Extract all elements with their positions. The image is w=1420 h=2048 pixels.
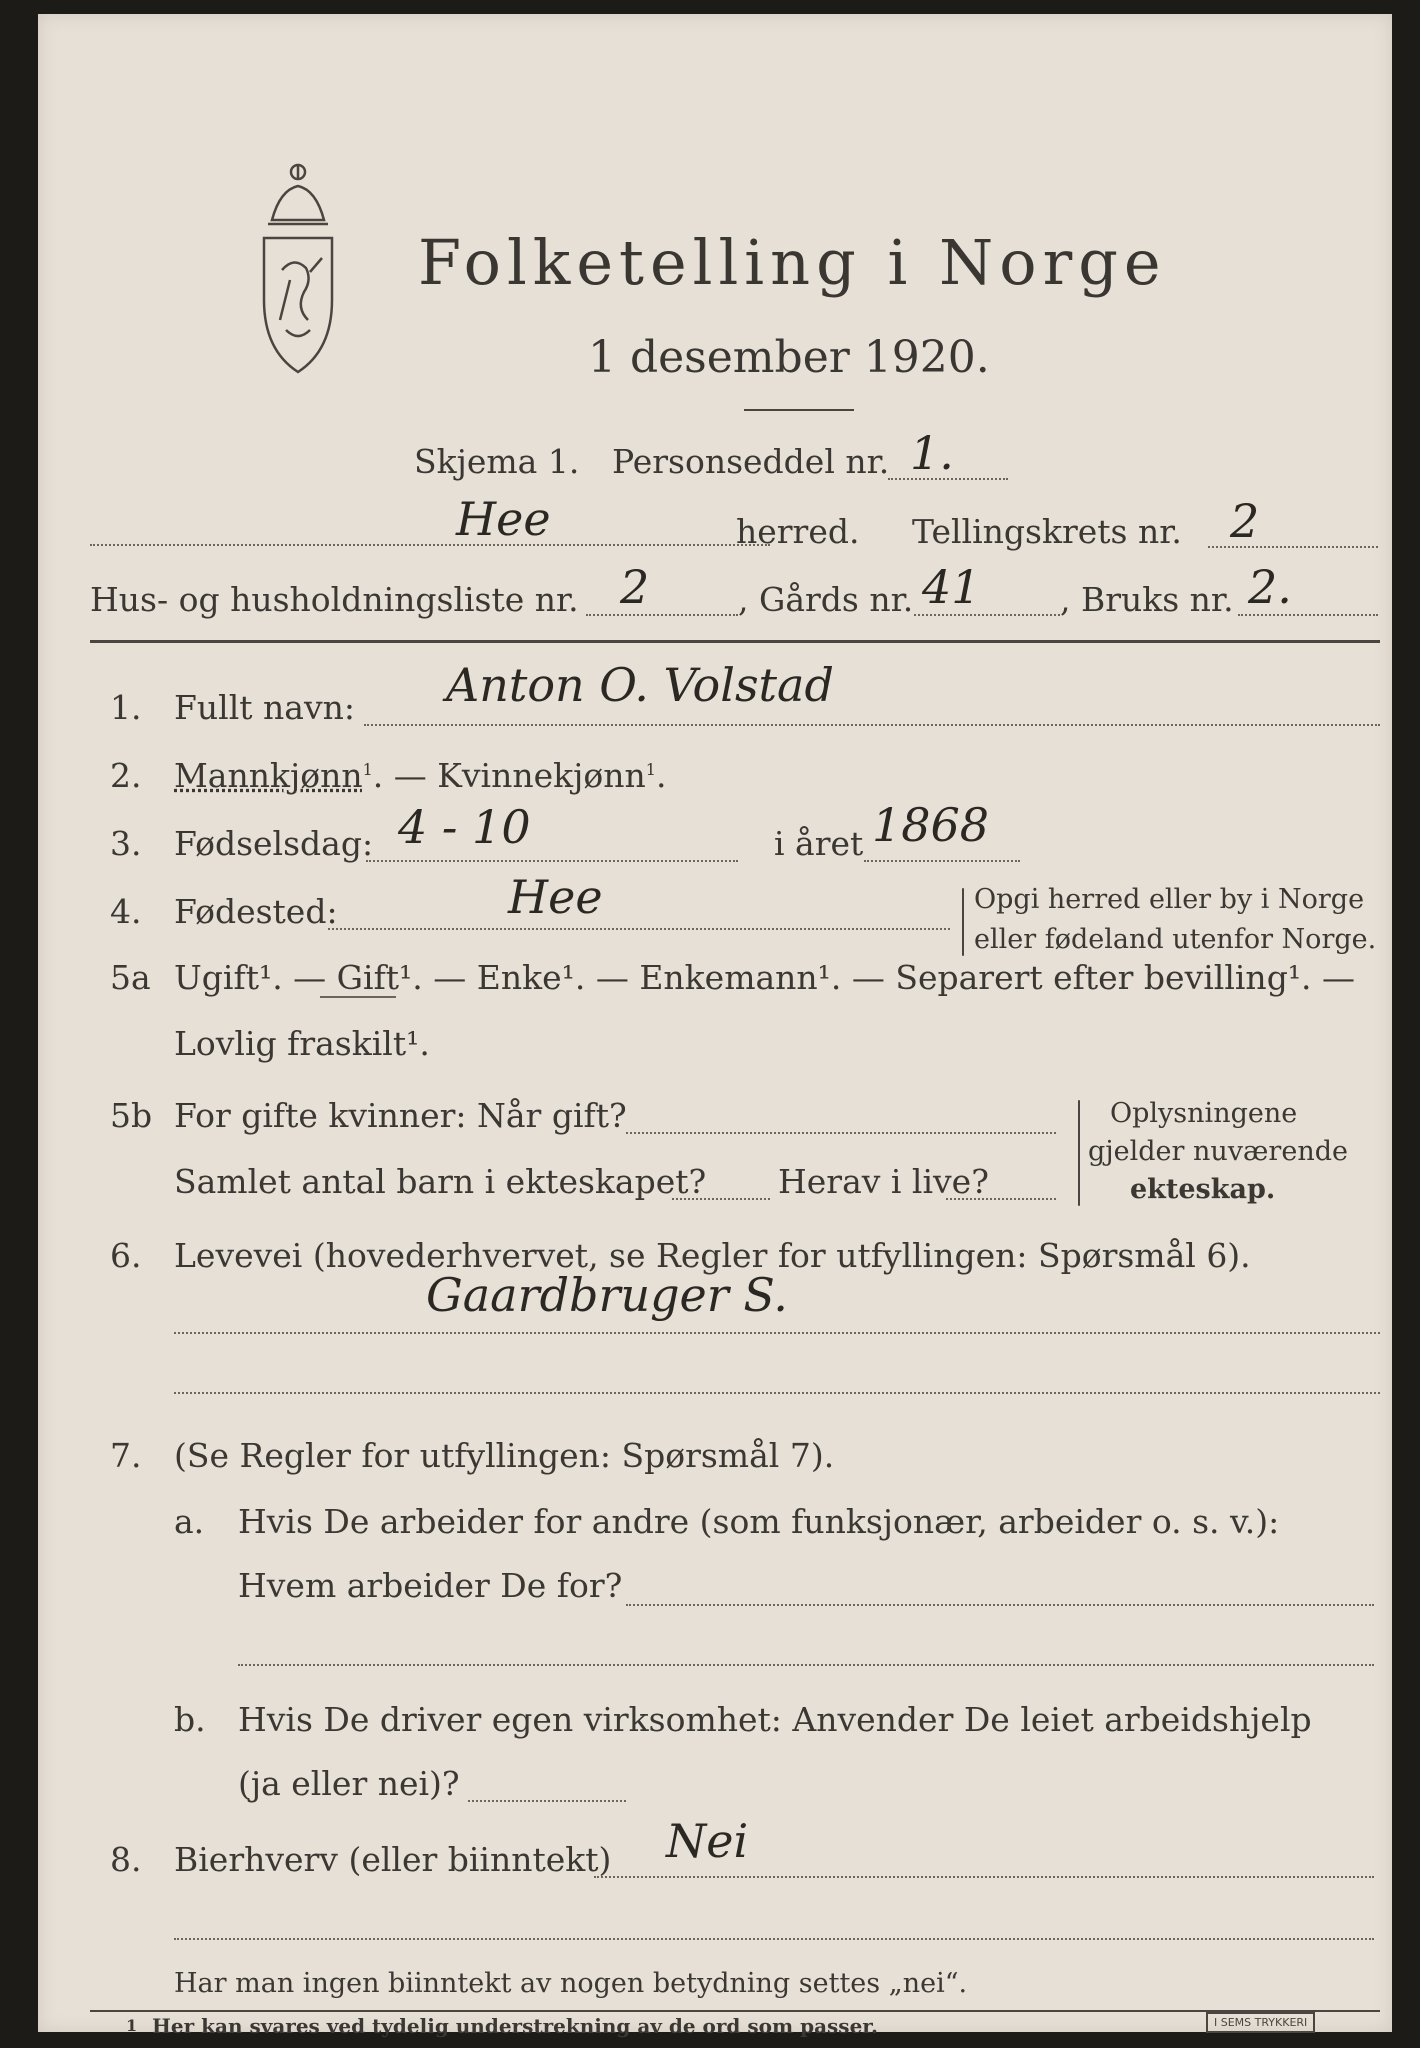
title-divider <box>744 409 854 411</box>
bruks-field-line <box>1238 614 1378 616</box>
q2-male-option: Mannkjønn <box>174 756 363 795</box>
q7a-field-line-1 <box>626 1604 1374 1606</box>
q5b-alive-field-line <box>946 1198 1056 1200</box>
bruks-label: , Bruks nr. <box>1060 580 1234 619</box>
q5a-number: 5a <box>110 958 151 997</box>
footnote-mark: 1 <box>126 2016 138 2035</box>
q4-label: Fødested: <box>174 892 338 931</box>
q5b-married-when-field-line <box>626 1132 1056 1134</box>
husholdningsliste-value: 2 <box>620 560 650 614</box>
footnote-divider <box>90 2010 1380 2012</box>
q6-label: Levevei (hovederhvervet, se Regler for utfyllingen: Spørsmål 6). <box>174 1236 1251 1275</box>
form-title: Folketelling i Norge <box>418 226 1167 299</box>
gards-field-line <box>914 614 1060 616</box>
q2-separator: . — <box>372 756 438 795</box>
personseddel-value: 1. <box>910 426 954 480</box>
q4-number: 4. <box>110 892 142 931</box>
q7a-employer-label: Hvem arbeider De for? <box>238 1566 623 1605</box>
herred-field-line <box>90 544 770 546</box>
tellingskrets-value: 2 <box>1230 494 1260 548</box>
gards-label: , Gårds nr. <box>738 580 914 619</box>
q7a-field-line-2 <box>238 1664 1374 1666</box>
q4-field-line <box>328 928 950 930</box>
q3-year-label: i året <box>774 824 864 863</box>
q2-sex-options: Mannkjønn$^1$. — Kvinnekjønn$^1$. <box>174 756 667 795</box>
q8-label: Bierhverv (eller biinntekt) <box>174 1840 612 1879</box>
norwegian-coat-of-arms-icon <box>250 160 346 382</box>
q5b-alive-label: Herav i live? <box>778 1162 989 1201</box>
printer-stamp: I SEMS TRYKKERI <box>1206 2012 1315 2033</box>
q4-note-line1: Opgi herred eller by i Norge <box>974 884 1365 915</box>
q3-birthday-value: 4 - 10 <box>398 800 531 854</box>
herred-label: herred. <box>736 512 860 551</box>
husholdningsliste-field-line <box>586 614 738 616</box>
q5b-children-label: Samlet antal barn i ekteskapet? <box>174 1162 707 1201</box>
tellingskrets-label: Tellingskrets nr. <box>912 512 1182 551</box>
skjema-label: Skjema 1. <box>414 442 580 481</box>
q5b-note-line3: ekteskap. <box>1130 1174 1276 1205</box>
husholdningsliste-label: Hus- og husholdningsliste nr. <box>90 580 579 619</box>
q7-label: (Se Regler for utfyllingen: Spørsmål 7). <box>174 1436 835 1475</box>
census-form-sheet <box>38 14 1392 2032</box>
q6-field-line-1 <box>174 1332 1380 1334</box>
q3-number: 3. <box>110 824 142 863</box>
q3-year-field-line <box>864 860 1020 862</box>
q6-occupation-value: Gaardbruger S. <box>426 1268 788 1322</box>
q8-field-line-1 <box>594 1876 1374 1878</box>
q7b-letter: b. <box>174 1700 206 1739</box>
bruks-value: 2. <box>1248 560 1292 614</box>
q2-end: . <box>655 756 667 795</box>
q2-number: 2. <box>110 756 142 795</box>
q4-birthplace-value: Hee <box>508 870 603 924</box>
personseddel-label: Personseddel nr. <box>612 442 890 481</box>
footnote-text: Her kan svares ved tydelig understrekning av de ord som passer. <box>152 2014 878 2038</box>
q5a-marital-options-line2: Lovlig fraskilt¹. <box>174 1024 430 1063</box>
q4-note-line2: eller fødeland utenfor Norge. <box>974 924 1377 955</box>
q7-number: 7. <box>110 1436 142 1475</box>
q1-full-name-value: Anton O. Volstad <box>446 658 834 712</box>
q5b-note-line1: Oplysningene <box>1110 1098 1298 1129</box>
q1-label: Fullt navn: <box>174 688 355 727</box>
q7b-field-line <box>468 1800 626 1802</box>
herred-value: Hee <box>456 492 551 546</box>
q5b-note-brace <box>1078 1100 1080 1206</box>
q6-number: 6. <box>110 1236 142 1275</box>
q7a-letter: a. <box>174 1502 205 1541</box>
q6-field-line-2 <box>174 1392 1380 1394</box>
q1-field-line <box>364 724 1380 726</box>
q3-year-value: 1868 <box>872 798 990 852</box>
census-date: 1 desember 1920. <box>588 332 990 383</box>
gards-value: 41 <box>922 560 981 614</box>
header-divider <box>90 640 1380 643</box>
q7b-line1: Hvis De driver egen virksomhet: Anvender De leiet arbeidshjelp <box>238 1700 1312 1739</box>
q5b-number: 5b <box>110 1096 153 1135</box>
q5b-note-line2: gjelder nuværende <box>1088 1136 1348 1167</box>
q8-note: Har man ingen biinntekt av nogen betydning settes „nei“. <box>174 1968 968 1999</box>
q7a-line1: Hvis De arbeider for andre (som funksjonær, arbeider o. s. v.): <box>238 1502 1280 1541</box>
q8-number: 8. <box>110 1840 142 1879</box>
q4-note-brace <box>962 888 964 956</box>
q8-field-line-2 <box>174 1938 1374 1940</box>
q5b-children-field-line <box>672 1198 770 1200</box>
q7b-hired-help-label: (ja eller nei)? <box>238 1764 460 1803</box>
q5a-marital-options-line1: Ugift¹. — Gift¹. — Enke¹. — Enkemann¹. — Separert efter bevilling¹. — <box>174 958 1356 997</box>
q2-female-option: Kvinnekjønn <box>437 756 646 795</box>
q8-side-income-value: Nei <box>666 1814 749 1868</box>
q3-field-line <box>366 860 738 862</box>
q5a-gift-underline <box>320 996 396 998</box>
q3-label: Fødselsdag: <box>174 824 374 863</box>
q1-number: 1. <box>110 688 142 727</box>
q5b-married-when-label: For gifte kvinner: Når gift? <box>174 1096 627 1135</box>
